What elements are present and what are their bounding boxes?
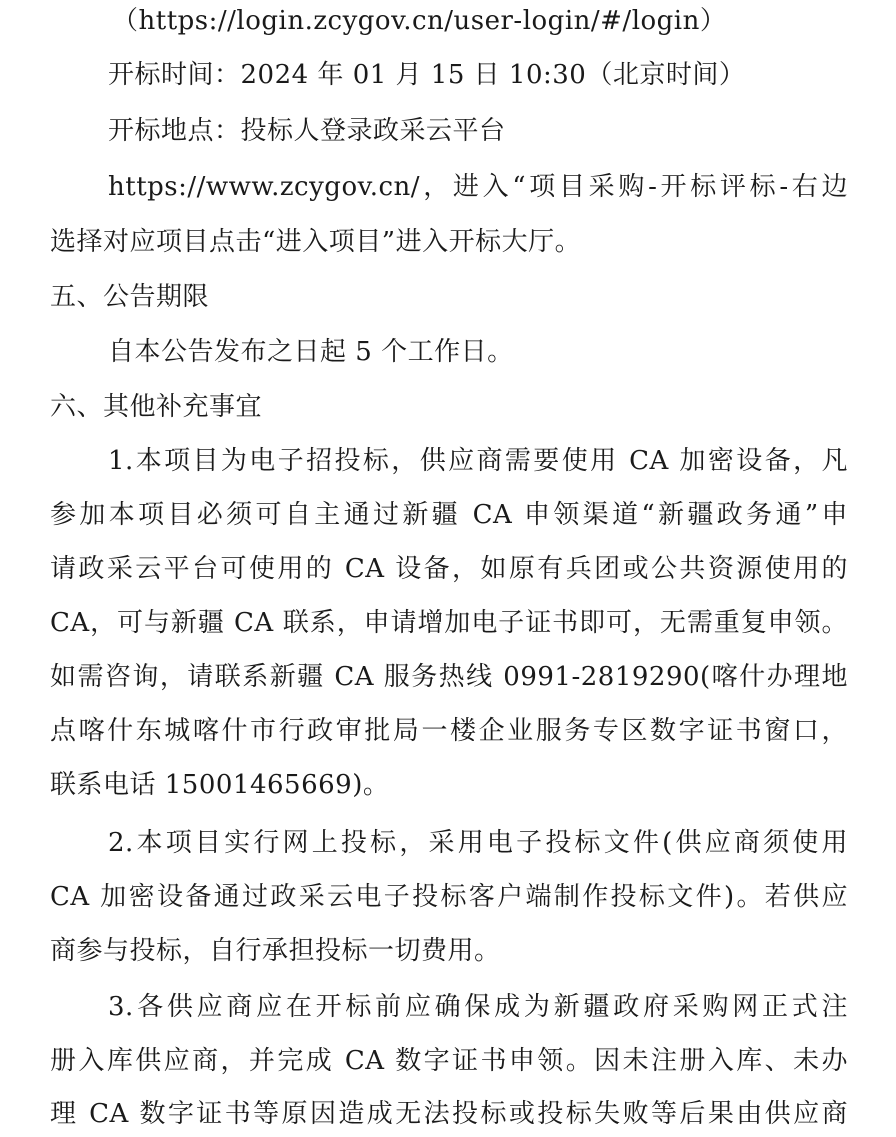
- item-1-line-5: 如需咨询，请联系新疆 CA 服务热线 0991-2819290(喀什办理地: [50, 662, 848, 692]
- item-1-line-1: 1.本项目为电子招投标，供应商需要使用 CA 加密设备，凡: [108, 446, 848, 476]
- item-3-line-2: 册入库供应商，并完成 CA 数字证书申领。因未注册入库、未办: [50, 1046, 848, 1076]
- platform-url-line: https://www.zcygov.cn/，进入“项目采购-开标评标-右边: [108, 172, 848, 202]
- item-3-line-1: 3.各供应商应在开标前应确保成为新疆政府采购网正式注: [108, 992, 848, 1022]
- section-heading-other-matters: 六、其他补充事宜: [50, 392, 263, 422]
- item-3-line-3: 理 CA 数字证书等原因造成无法投标或投标失败等后果由供应商: [50, 1099, 848, 1129]
- item-2-line-3: 商参与投标，自行承担投标一切费用。: [50, 936, 501, 966]
- login-url-line: （https://login.zcygov.cn/user-login/#/login）: [112, 6, 727, 36]
- section-heading-announcement-period: 五、公告期限: [50, 282, 210, 312]
- item-2-line-1: 2.本项目实行网上投标，采用电子投标文件(供应商须使用: [108, 828, 848, 858]
- item-1-line-4: CA，可与新疆 CA 联系，申请增加电子证书即可，无需重复申领。: [50, 608, 848, 638]
- item-1-line-6: 点喀什东城喀什市行政审批局一楼企业服务专区数字证书窗口，: [50, 716, 848, 746]
- announcement-period-text: 自本公告发布之日起 5 个工作日。: [108, 337, 514, 367]
- item-1-line-3: 请政采云平台可使用的 CA 设备，如原有兵团或公共资源使用的: [50, 554, 848, 584]
- item-1-line-2: 参加本项目必须可自主通过新疆 CA 申领渠道“新疆政务通”申: [50, 500, 848, 530]
- enter-hall-instruction: 选择对应项目点击“进入项目”进入开标大厅。: [50, 227, 582, 257]
- item-2-line-2: CA 加密设备通过政采云电子投标客户端制作投标文件)。若供应: [50, 882, 848, 912]
- bid-opening-time: 开标时间：2024 年 01 月 15 日 10:30（北京时间）: [108, 60, 746, 90]
- bid-opening-location: 开标地点：投标人登录政采云平台: [108, 116, 506, 146]
- item-1-line-7: 联系电话 15001465669)。: [50, 770, 390, 800]
